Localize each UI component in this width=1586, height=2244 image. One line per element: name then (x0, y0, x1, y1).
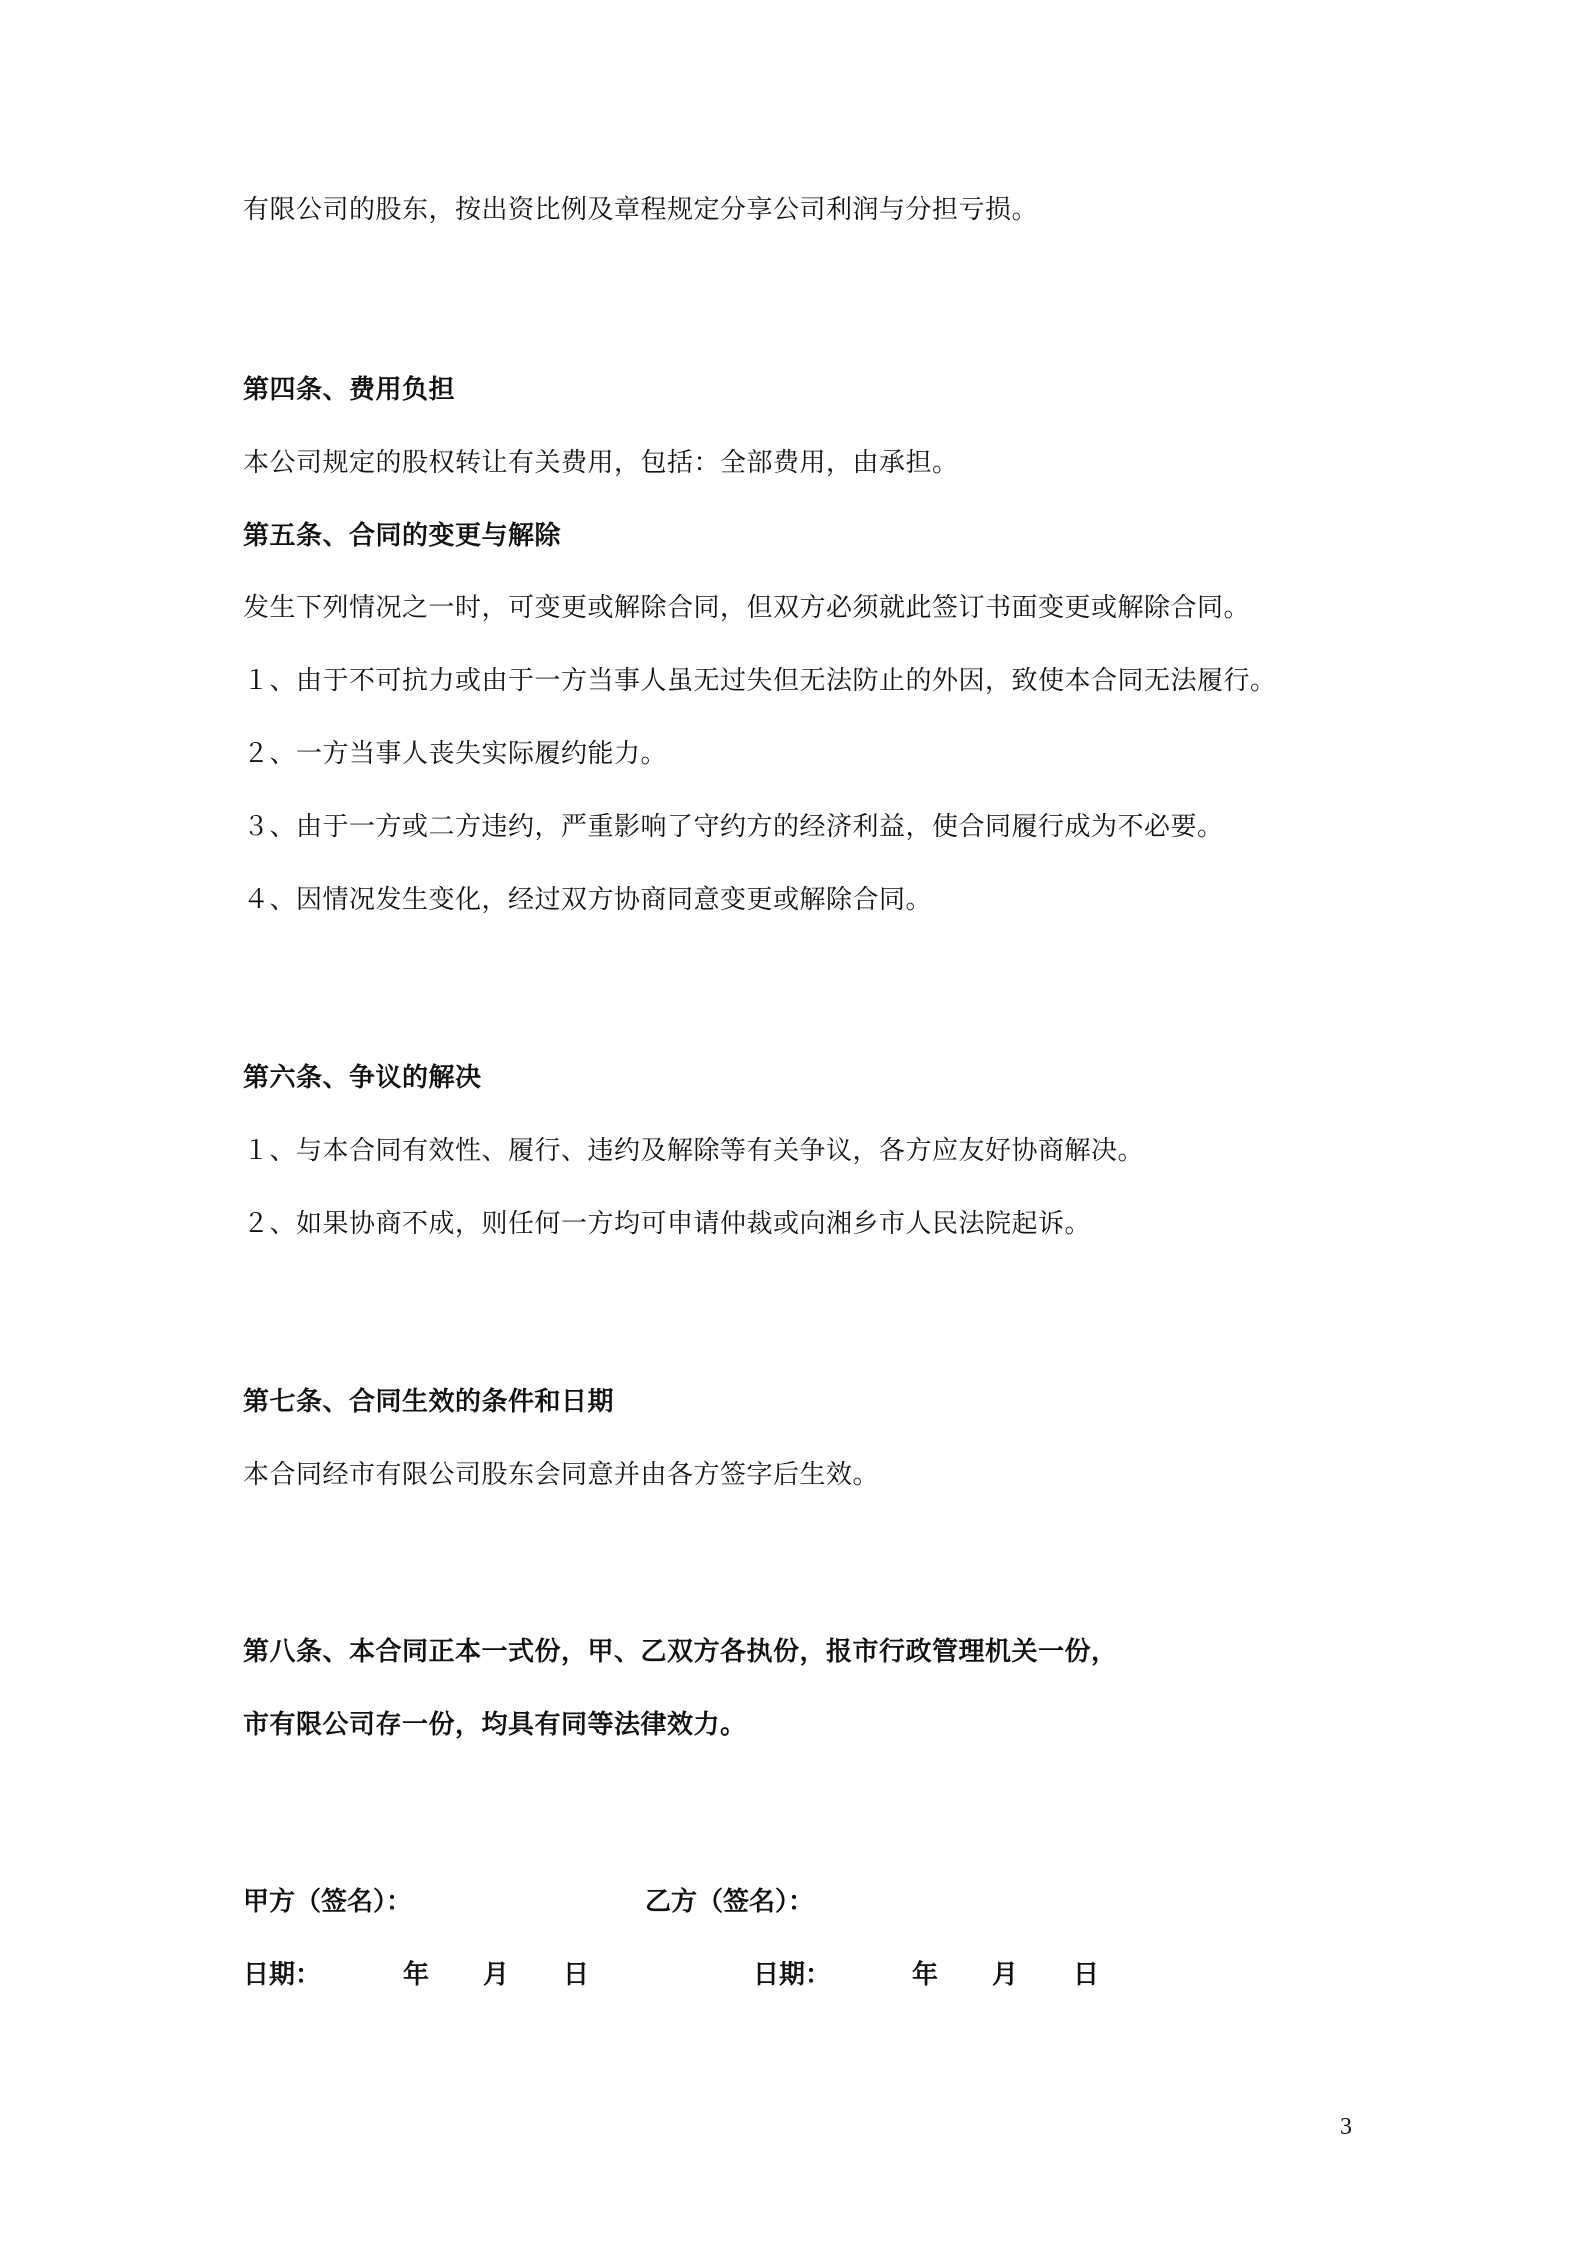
section-heading-article-7: 第七条、合同生效的条件和日期 (243, 1387, 615, 1417)
party-a-year-label: 年 (403, 1960, 430, 1990)
list-item: ２、一方当事人丧失实际履约能力。 (243, 739, 668, 769)
party-b-date-label: 日期： (753, 1960, 832, 1990)
party-a-month-label: 月 (483, 1960, 510, 1990)
list-item: １、与本合同有效性、履行、违约及解除等有关争议，各方应友好协商解决。 (243, 1136, 1145, 1166)
party-a-signature-label: 甲方（签名）： (243, 1887, 413, 1917)
list-item: ４、因情况发生变化，经过双方协商同意变更或解除合同。 (243, 885, 933, 915)
page-number: 3 (1340, 2114, 1352, 2140)
paragraph-text: 本合同经市有限公司股东会同意并由各方签字后生效。 (243, 1460, 880, 1490)
paragraph-text: 发生下列情况之一时，可变更或解除合同，但双方必须就此签订书面变更或解除合同。 (243, 593, 1251, 623)
party-b-month-label: 月 (992, 1960, 1019, 1990)
section-heading-article-6: 第六条、争议的解决 (243, 1063, 482, 1093)
party-a-date-label: 日期： (243, 1960, 322, 1990)
party-b-signature-label: 乙方（签名）： (645, 1887, 815, 1917)
party-a-day-label: 日 (563, 1960, 590, 1990)
paragraph-text: 市有限公司存一份，均具有同等法律效力。 (243, 1710, 747, 1740)
party-b-day-label: 日 (1073, 1960, 1100, 1990)
paragraph-text: 有限公司的股东，按出资比例及章程规定分享公司利润与分担亏损。 (243, 195, 1039, 225)
section-heading-article-4: 第四条、费用负担 (243, 375, 456, 405)
section-heading-article-5: 第五条、合同的变更与解除 (243, 521, 562, 551)
paragraph-text: 本公司规定的股权转让有关费用，包括：全部费用，由承担。 (243, 448, 959, 478)
list-item: ３、由于一方或二方违约，严重影响了守约方的经济利益，使合同履行成为不必要。 (243, 812, 1224, 842)
party-b-year-label: 年 (912, 1960, 939, 1990)
section-heading-article-8: 第八条、本合同正本一式份，甲、乙双方各执份，报市行政管理机关一份， (243, 1637, 1118, 1667)
list-item: １、由于不可抗力或由于一方当事人虽无过失但无法防止的外因，致使本合同无法履行。 (243, 666, 1277, 696)
list-item: ２、如果协商不成，则任何一方均可申请仲裁或向湘乡市人民法院起诉。 (243, 1209, 1092, 1239)
